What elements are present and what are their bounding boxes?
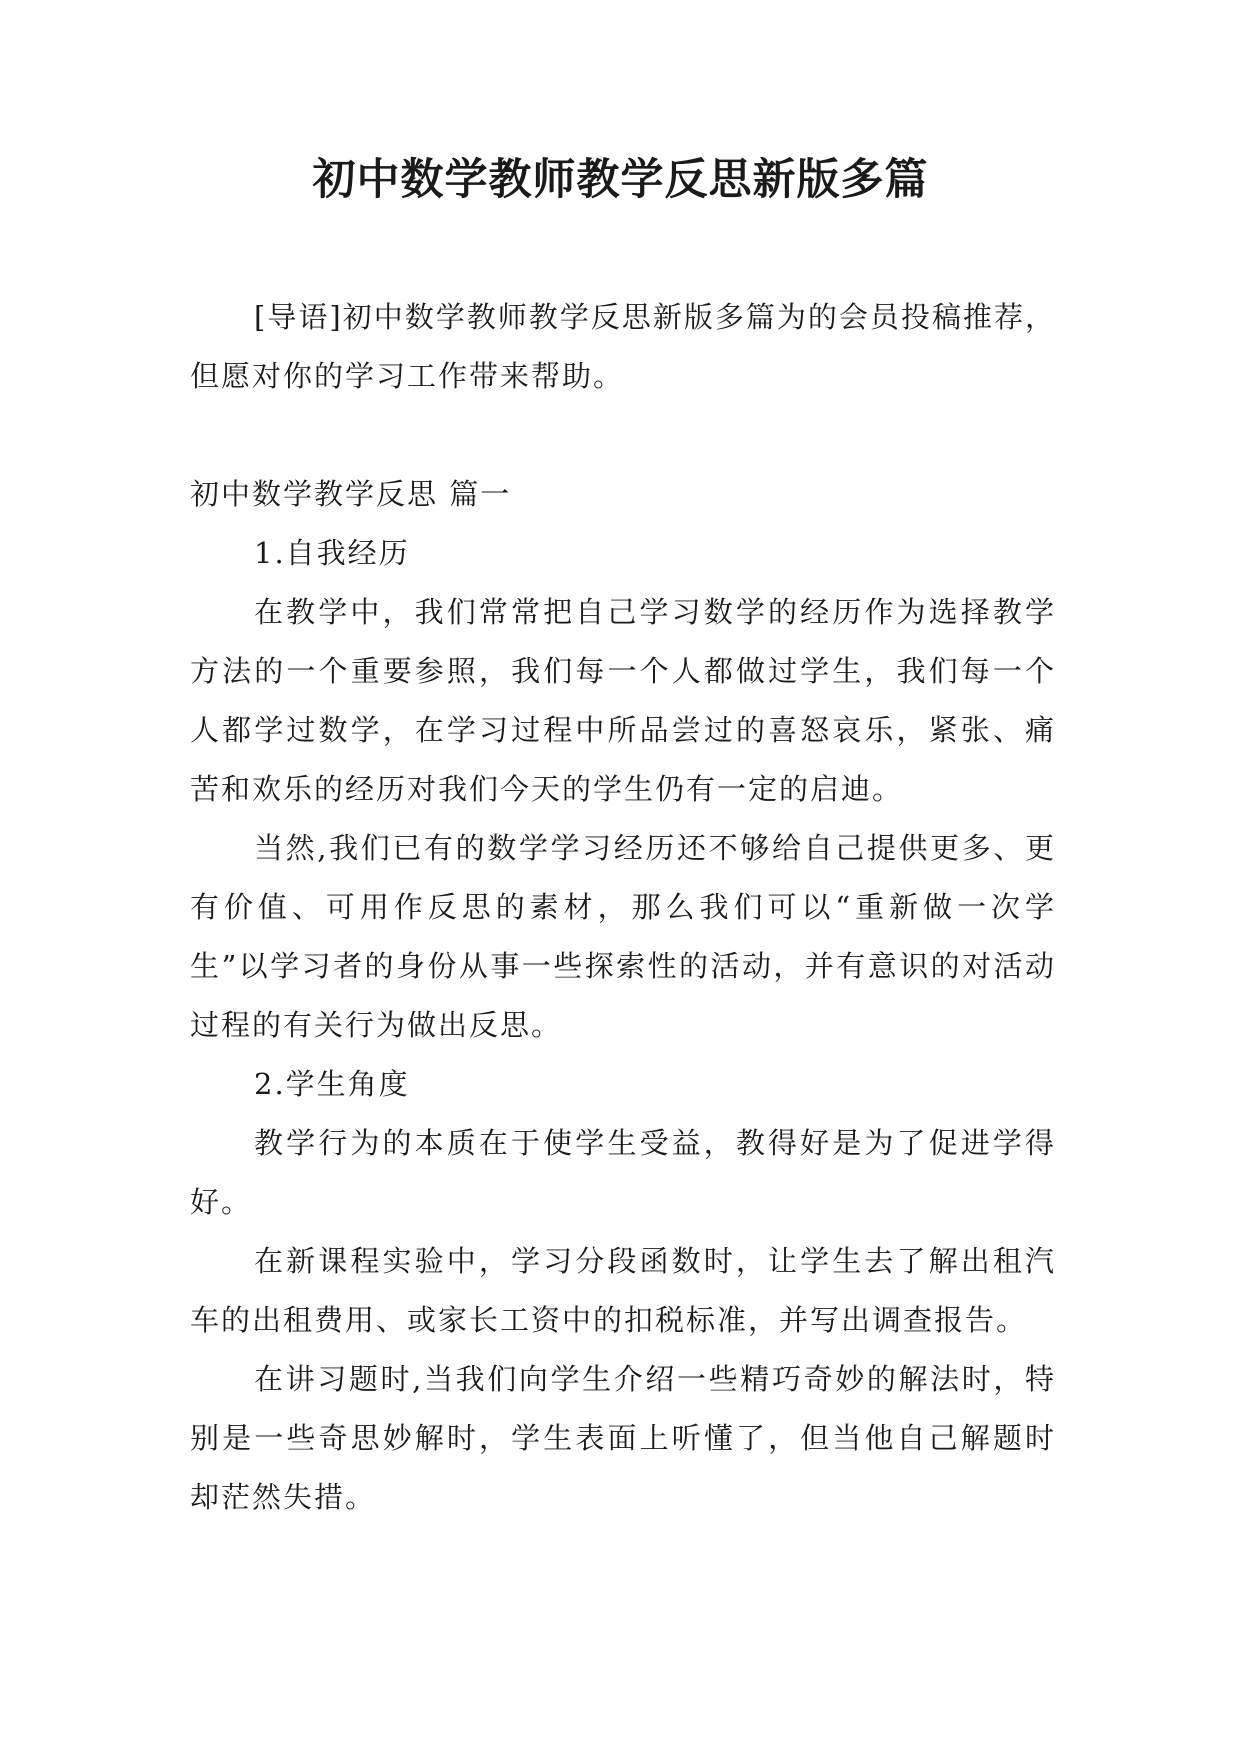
subheading-student-perspective: 2.学生角度 [254, 1067, 410, 1101]
document-body [190, 288, 1056, 1527]
body-paragraph: 在教学中，我们常常把自己学习数学的经历作为选择教学方法的一个重要参照，我们每一个人都做过学生，我们每一个人都学过数学，在学习过程中所品尝过的喜怒哀乐，紧张、痛苦和欢乐的经历对我们今天的学生仍有一定的启迪。 [190, 595, 1056, 806]
intro-paragraph: [导语]初中数学教师教学反思新版多篇为的会员投稿推荐，但愿对你的学习工作带来帮助。 [190, 300, 1056, 393]
body-paragraph: 在讲习题时,当我们向学生介绍一些精巧奇妙的解法时，特别是一些奇思妙解时，学生表面上听懂了，但当他自己解题时却茫然失措。 [190, 1362, 1056, 1514]
body-paragraph: 教学行为的本质在于使学生受益，教得好是为了促进学得好。 [190, 1126, 1056, 1219]
body-paragraph: 当然,我们已有的数学学习经历还不够给自己提供更多、更有价值、可用作反思的素材，那么我们可以“重新做一次学生”以学习者的身份从事一些探索性的活动，并有意识的对活动过程的有关行为做出反思。 [190, 831, 1056, 1042]
section-heading: 初中数学教学反思 篇一 [190, 477, 512, 511]
subheading-self-experience: 1.自我经历 [254, 536, 410, 570]
document-title: 初中数学教师教学反思新版多篇 [312, 155, 929, 205]
body-paragraph: 在新课程实验中，学习分段函数时，让学生去了解出租汽车的出租费用、或家长工资中的扣税标准，并写出调查报告。 [190, 1244, 1056, 1337]
